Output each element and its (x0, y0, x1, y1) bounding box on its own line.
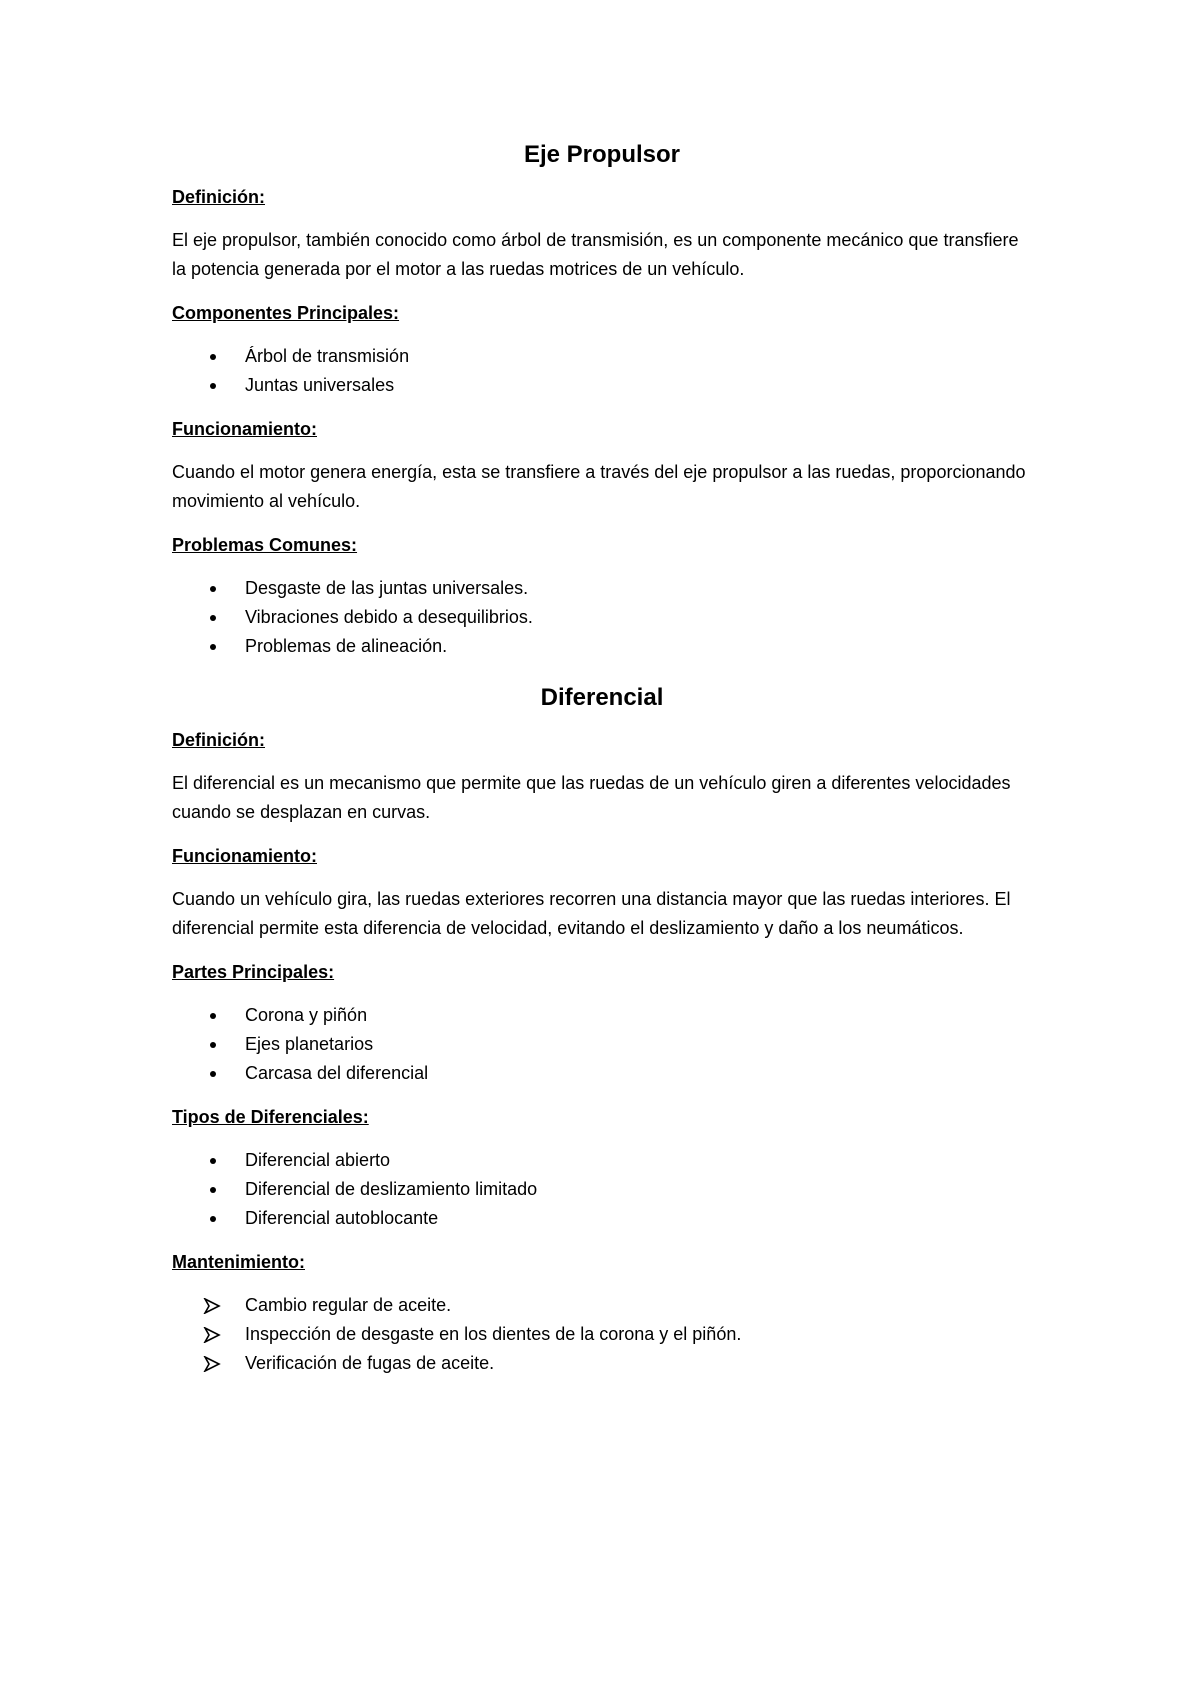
list-item-text: Árbol de transmisión (245, 346, 410, 366)
list-item-text: Diferencial de deslizamiento limitado (245, 1179, 538, 1199)
tipos-list (172, 1146, 1032, 1233)
list-item (172, 632, 1032, 661)
list-item-text: Diferencial autoblocante (245, 1208, 439, 1228)
list-item-text: Juntas universales (245, 375, 395, 395)
list-item (172, 1175, 1032, 1204)
funcionamiento-text: Cuando un vehículo gira, las ruedas exteriores recorren una distancia mayor que las ruedas interiores. El diferencial permite esta diferencia de velocidad, evitando el deslizamiento y daño a los neumáticos. (172, 889, 1011, 938)
list-item (172, 1349, 1032, 1378)
definicion-label: Definición: (172, 187, 265, 207)
list-item (172, 1320, 1032, 1349)
list-item-text: Cambio regular de aceite. (245, 1295, 452, 1315)
funcionamiento-text: Cuando el motor genera energía, esta se transfiere a través del eje propulsor a las ruedas, proporcionando movimiento al vehículo. (172, 462, 1026, 511)
list-item-text: Ejes planetarios (245, 1034, 374, 1054)
list-item-text: Verificación de fugas de aceite. (245, 1353, 495, 1373)
problemas-list (172, 574, 1032, 661)
list-item-text: Problemas de alineación. (245, 636, 448, 656)
list-item (172, 1146, 1032, 1175)
definicion-label: Definición: (172, 730, 265, 750)
partes-list (172, 1001, 1032, 1088)
definicion-text: El diferencial es un mecanismo que permite que las ruedas de un vehículo giren a diferentes velocidades cuando se desplazan en curvas. (172, 773, 1011, 822)
definicion-text: El eje propulsor, también conocido como árbol de transmisión, es un componente mecánico que transfiere la potencia generada por el motor a las ruedas motrices de un vehículo. (172, 230, 1019, 279)
componentes-label: Componentes Principales: (172, 303, 400, 323)
section-title-diferencial: Diferencial (540, 684, 664, 711)
document-content (172, 140, 1032, 1392)
list-item (172, 1059, 1032, 1088)
tipos-label: Tipos de Diferenciales: (172, 1107, 369, 1127)
list-item-text: Carcasa del diferencial (245, 1063, 429, 1083)
list-item-text: Corona y piñón (245, 1005, 368, 1025)
funcionamiento-label: Funcionamiento: (172, 846, 317, 866)
mantenimiento-list (172, 1291, 1032, 1378)
mantenimiento-label: Mantenimiento: (172, 1252, 305, 1272)
funcionamiento-label: Funcionamiento: (172, 419, 317, 439)
list-item-text: Diferencial abierto (245, 1150, 391, 1170)
list-item-text: Vibraciones debido a desequilibrios. (245, 607, 533, 627)
partes-label: Partes Principales: (172, 962, 335, 982)
list-item (172, 574, 1032, 603)
list-item-text: Inspección de desgaste en los dientes de la corona y el piñón. (245, 1324, 742, 1344)
list-item (172, 603, 1032, 632)
list-item-text: Desgaste de las juntas universales. (245, 578, 529, 598)
list-item (172, 1001, 1032, 1030)
list-item (172, 1204, 1032, 1233)
list-item (172, 371, 1032, 400)
componentes-list (172, 342, 1032, 400)
problemas-label: Problemas Comunes: (172, 535, 358, 555)
section-title-eje-propulsor: Eje Propulsor (523, 141, 681, 168)
list-item (172, 1030, 1032, 1059)
list-item (172, 342, 1032, 371)
list-item (172, 1291, 1032, 1320)
